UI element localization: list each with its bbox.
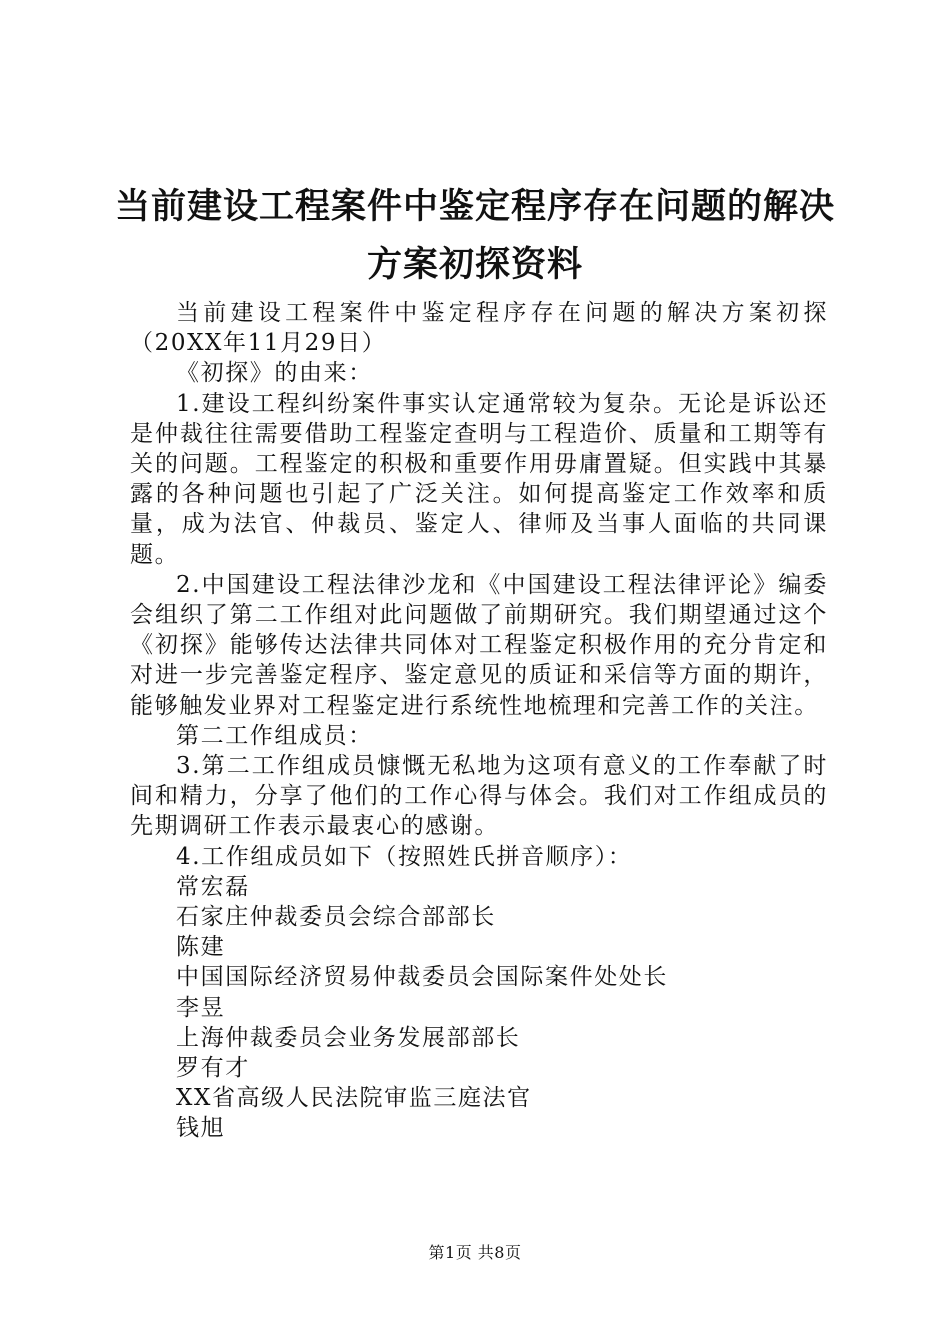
paragraph-intro: 当前建设工程案件中鉴定程序存在问题的解决方案初探（20XX年11月29日） [130, 300, 828, 357]
member-name: 常宏磊 [176, 873, 250, 900]
document-body [130, 298, 828, 1144]
member-title: XX省高级人民法院审监三庭法官 [176, 1085, 532, 1112]
paragraph-2: 2.中国建设工程法律沙龙和《中国建设工程法律评论》编委会组织了第二工作组对此问题做了前期研究。我们期望通过这个《初探》能够传达法律共同体对工程鉴定积极作用的充分肯定和对进一步完善鉴定程序、鉴定意见的质证和采信等方面的期许，能够触发业界对工程鉴定进行系统性地梳理和完善工作的关注。 [130, 571, 828, 719]
paragraph-3: 3.第二工作组成员慷慨无私地为这项有意义的工作奉献了时间和精力，分享了他们的工作心得与体会。我们对工作组成员的先期调研工作表示最衷心的感谢。 [130, 753, 828, 840]
document-title: 当前建设工程案件中鉴定程序存在问题的解决方案初探资料 [114, 187, 835, 285]
paragraph-origin-heading: 《初探》的由来： [176, 360, 373, 387]
member-name: 钱旭 [176, 1115, 226, 1142]
member-name: 李昱 [176, 994, 226, 1021]
page-footer: 第1页 共8页 [428, 1243, 522, 1262]
member-title: 中国国际经济贸易仲裁委员会国际案件处处长 [176, 964, 668, 991]
member-name: 陈建 [176, 934, 226, 961]
member-title: 上海仲裁委员会业务发展部部长 [176, 1024, 521, 1051]
member-title: 石家庄仲裁委员会综合部部长 [176, 904, 496, 931]
paragraph-4: 4.工作组成员如下（按照姓氏拼音顺序）： [176, 843, 633, 870]
paragraph-members-heading: 第二工作组成员： [176, 722, 373, 749]
member-name: 罗有才 [176, 1055, 250, 1082]
paragraph-1: 1.建设工程纠纷案件事实认定通常较为复杂。无论是诉讼还是仲裁往往需要借助工程鉴定查明与工程造价、质量和工期等有关的问题。工程鉴定的积极和重要作用毋庸置疑。但实践中其暴露的各种问题也引起了广泛关注。如何提高鉴定工作效率和质量，成为法官、仲裁员、鉴定人、律师及当事人面临的共同课题。 [130, 390, 828, 568]
